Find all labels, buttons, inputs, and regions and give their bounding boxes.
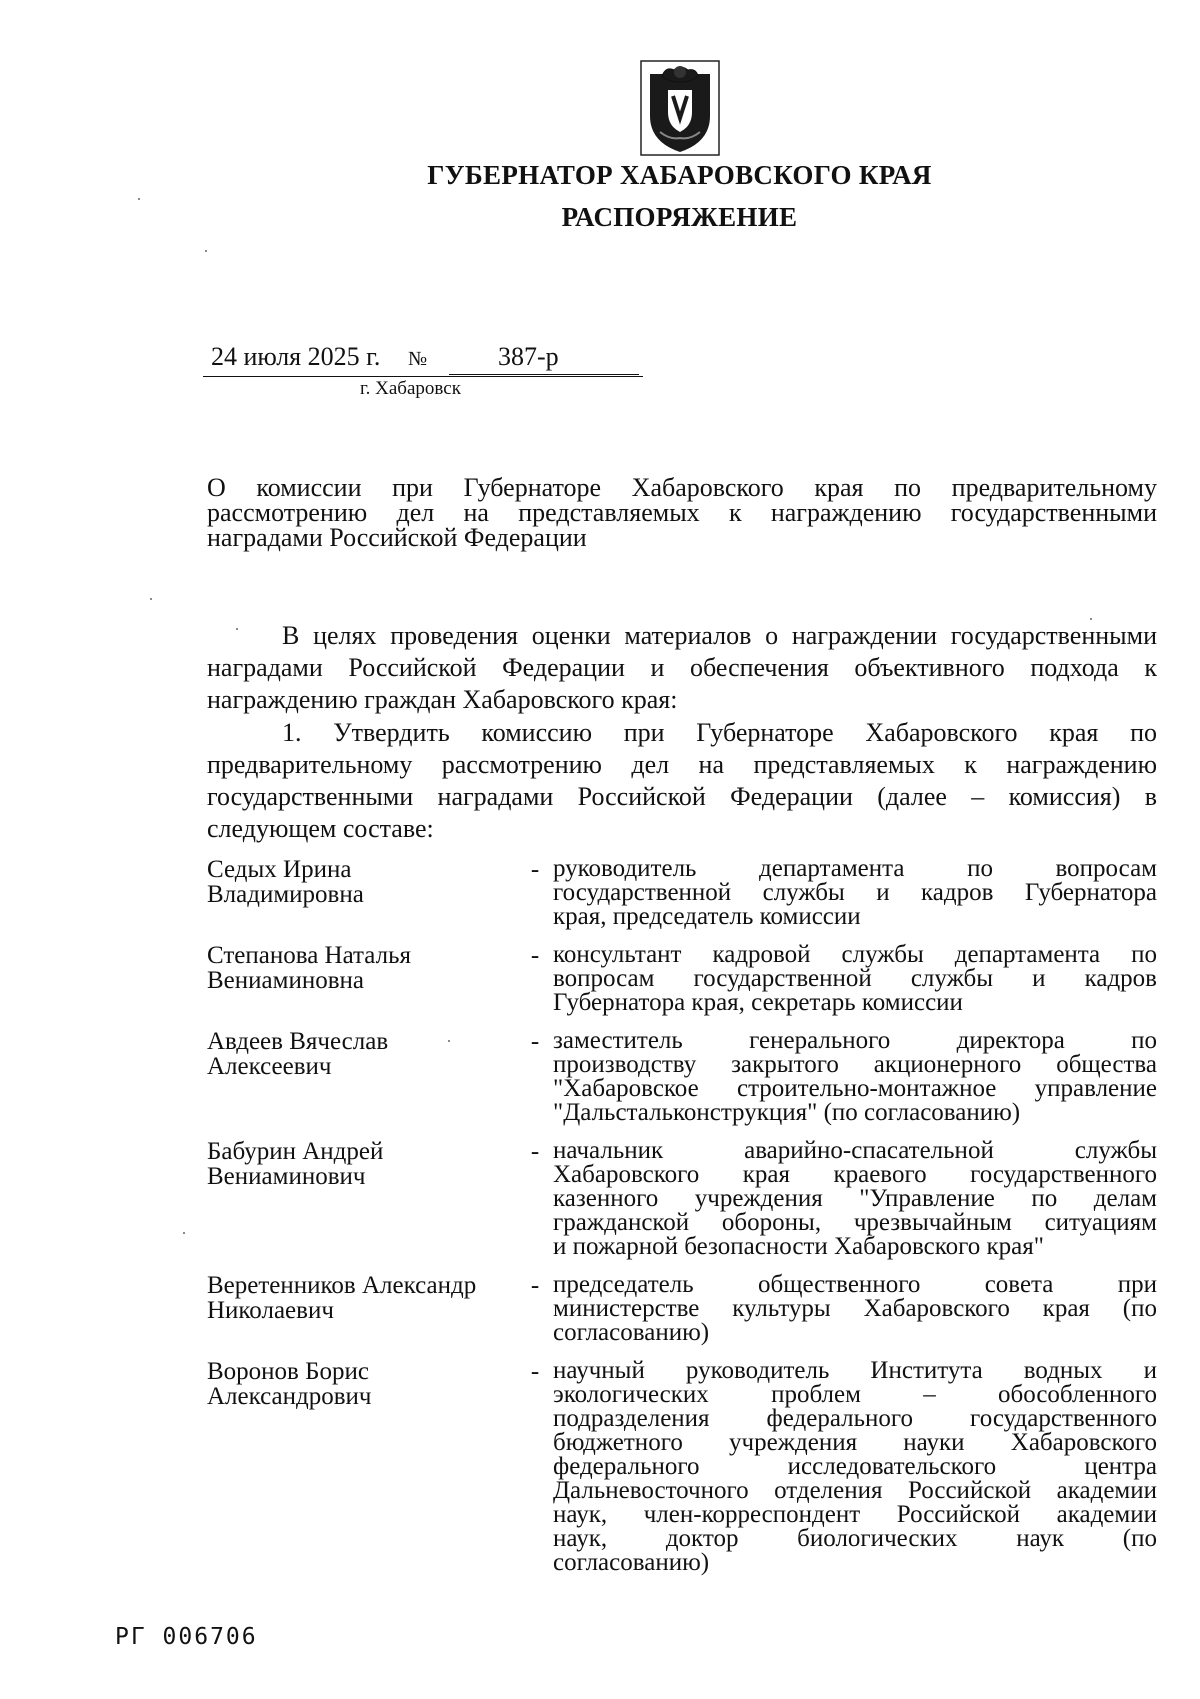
member-name-line: Седых Ирина [207, 856, 352, 883]
member-name-line: Владимировна [207, 881, 364, 908]
document-number: 387-р [498, 342, 559, 371]
member-dash: - [530, 1028, 540, 1055]
member-row [207, 943, 1157, 1015]
member-position [553, 1273, 1157, 1345]
member-position-line: Хабаровского края краевого государственного [553, 1161, 1157, 1188]
member-dash: - [530, 856, 540, 883]
scan-speck [183, 1232, 185, 1234]
member-position-line: согласованию) [553, 1549, 710, 1576]
member-name [207, 1139, 517, 1189]
item-1-paragraph [207, 717, 1157, 845]
paragraph-line: 1. Утвердить комиссию при Губернаторе Хабаровского края по [282, 718, 1157, 747]
paragraph-line: государственными наградами Российской Федерации (далее – комиссия) в [207, 782, 1157, 811]
paragraph-line: наградами Российской Федерации и обеспечения объективного подхода к [207, 653, 1157, 682]
issue-city: г. Хабаровск [360, 378, 461, 399]
document-subject [207, 475, 1157, 550]
member-name-line: Вениаминович [207, 1163, 366, 1190]
member-position [553, 1029, 1157, 1125]
member-name-line: Веретенников Александр [207, 1272, 477, 1299]
member-position-line: федерального исследовательского центра [553, 1453, 1157, 1480]
scan-speck [448, 1040, 450, 1042]
member-name-line: Авдеев Вячеслав [207, 1028, 389, 1055]
member-name [207, 1359, 517, 1409]
member-position-line: министерстве культуры Хабаровского края (по [553, 1295, 1157, 1322]
member-position-line: экологических проблем – обособленного [553, 1381, 1157, 1408]
member-position [553, 1359, 1157, 1575]
paragraph-line: предварительному рассмотрению дел на представляемых к награждению [207, 750, 1157, 779]
member-position-line: гражданской обороны, чрезвычайным ситуациям [553, 1209, 1157, 1236]
scan-speck [150, 598, 152, 600]
member-name-line: Алексеевич [207, 1053, 332, 1080]
member-position-line: производству закрытого акционерного общества [553, 1051, 1157, 1078]
member-position-line: руководитель департамента по вопросам [553, 855, 1157, 882]
scan-speck [205, 250, 207, 252]
member-position-line: консультант кадровой службы департамента по [553, 941, 1157, 968]
member-position-line: государственной службы и кадров Губернатора [553, 879, 1157, 906]
paragraph-line: следующем составе: [207, 814, 434, 843]
member-position-line: вопросам государственной службы и кадров [553, 965, 1157, 992]
coat-of-arms-icon [640, 60, 720, 156]
member-position-line: председатель общественного совета при [553, 1271, 1157, 1298]
member-position-line: и пожарной безопасности Хабаровского края" [553, 1233, 1044, 1260]
member-name [207, 857, 517, 907]
member-position-line: бюджетного учреждения науки Хабаровского [553, 1429, 1157, 1456]
member-name-line: Вениаминовна [207, 967, 364, 994]
member-position [553, 943, 1157, 1015]
subject-line: наградами Российской Федерации [207, 523, 587, 552]
member-row [207, 1359, 1157, 1575]
scan-speck [1090, 618, 1092, 620]
member-position-line: научный руководитель Института водных и [553, 1357, 1157, 1384]
member-position-line: заместитель генерального директора по [553, 1027, 1157, 1054]
member-row [207, 1139, 1157, 1259]
document-type-title: РАСПОРЯЖЕНИЕ [561, 202, 798, 232]
member-position-line: "Хабаровское строительно-монтажное управление [553, 1075, 1157, 1102]
member-row [207, 857, 1157, 929]
member-name [207, 943, 517, 993]
commission-members-list [207, 857, 1157, 1589]
form-serial-number: РГ 006706 [115, 1624, 258, 1650]
member-dash: - [530, 1272, 540, 1299]
paragraph-line: награждению граждан Хабаровского края: [207, 685, 678, 714]
member-name-line: Степанова Наталья [207, 942, 411, 969]
member-position [553, 857, 1157, 929]
member-position-line: "Дальстальконструкция" (по согласованию) [553, 1099, 1021, 1126]
member-position-line: подразделения федерального государственного [553, 1405, 1157, 1432]
member-name [207, 1029, 517, 1079]
member-position [553, 1139, 1157, 1259]
member-name [207, 1273, 517, 1323]
member-position-line: края, председатель комиссии [553, 903, 861, 930]
member-name-line: Бабурин Андрей [207, 1138, 384, 1165]
subject-line: О комиссии при Губернаторе Хабаровского края по предварительному [207, 473, 1157, 502]
paragraph-line: В целях проведения оценки материалов о награждении государственными [282, 621, 1157, 650]
member-dash: - [530, 1358, 540, 1385]
member-position-line: наук, член-корреспондент Российской академии [553, 1501, 1157, 1528]
member-row [207, 1273, 1157, 1345]
member-position-line: согласованию) [553, 1319, 710, 1346]
member-name-line: Воронов Борис [207, 1358, 369, 1385]
subject-line: рассмотрению дел на представляемых к награждению государственными [207, 498, 1157, 527]
issuer-title: ГУБЕРНАТОР ХАБАРОВСКОГО КРАЯ [427, 160, 932, 190]
member-position-line: наук, доктор биологических наук (по [553, 1525, 1157, 1552]
scan-speck [138, 198, 140, 200]
preamble-paragraph [207, 620, 1157, 716]
member-position-line: Дальневосточного отделения Российской академии [553, 1477, 1157, 1504]
member-position-line: начальник аварийно-спасательной службы [553, 1137, 1157, 1164]
member-dash: - [530, 1138, 540, 1165]
member-position-line: казенного учреждения "Управление по делам [553, 1185, 1157, 1212]
member-row [207, 1029, 1157, 1125]
scan-speck [236, 628, 238, 630]
member-name-line: Николаевич [207, 1297, 334, 1324]
number-sign: № [408, 348, 428, 370]
member-name-line: Александрович [207, 1383, 372, 1410]
document-date: 24 июля 2025 г. [211, 342, 381, 371]
member-position-line: Губернатора края, секретарь комиссии [553, 989, 963, 1016]
date-number-line [203, 342, 643, 377]
member-dash: - [530, 942, 540, 969]
